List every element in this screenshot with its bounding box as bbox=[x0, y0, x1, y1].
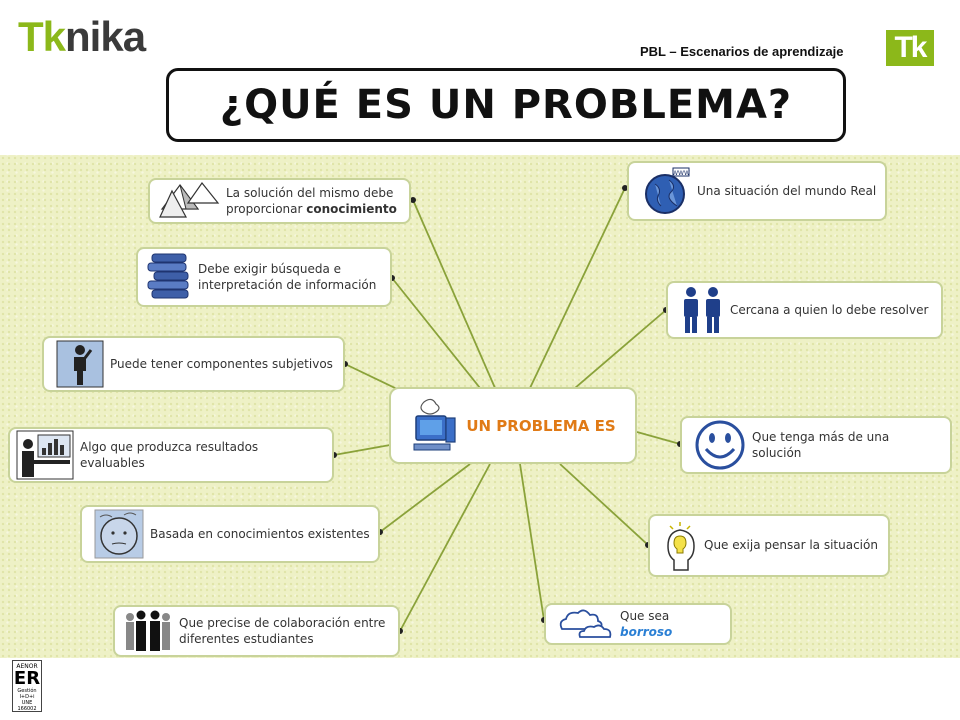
node-evaluables-text: Algo que produzca resultados evaluables bbox=[80, 439, 259, 470]
header-subtitle: PBL – Escenarios de aprendizaje bbox=[640, 44, 844, 59]
link-evaluables bbox=[334, 445, 390, 455]
link-existentes bbox=[380, 464, 470, 532]
node-existentes bbox=[80, 505, 380, 563]
node-borroso-emph: borroso bbox=[620, 625, 673, 639]
cert-mark: ER bbox=[13, 668, 41, 689]
link-borroso bbox=[520, 464, 544, 620]
pyramids-icon bbox=[158, 181, 220, 221]
group-people-icon bbox=[123, 609, 173, 653]
center-node bbox=[389, 387, 637, 464]
link-colaboracion bbox=[400, 464, 490, 631]
books-icon bbox=[146, 250, 192, 304]
node-busqueda-line1: Debe exigir búsqueda e bbox=[198, 261, 341, 276]
node-colaboracion-line2: diferentes estudiantes bbox=[179, 632, 314, 646]
idea-head-icon bbox=[664, 520, 698, 572]
node-borroso-text: Que sea bbox=[620, 608, 670, 623]
node-borroso bbox=[544, 603, 732, 645]
computer-icon bbox=[410, 398, 460, 454]
node-solucion bbox=[680, 416, 952, 474]
node-busqueda-line2: interpretación de información bbox=[198, 278, 377, 292]
cert-sub: Gestión I+D+i bbox=[17, 688, 37, 700]
link-conocimiento bbox=[413, 200, 495, 388]
node-pensar bbox=[648, 514, 890, 577]
node-solucion-text: Que tenga más de una solución bbox=[752, 429, 890, 460]
node-subjetivos bbox=[42, 336, 345, 392]
logo-tk: Tk bbox=[18, 13, 66, 60]
node-mundo bbox=[627, 161, 887, 221]
node-evaluables bbox=[8, 427, 334, 483]
chart-presentation-icon bbox=[16, 430, 74, 480]
node-conocimiento-bold: conocimiento bbox=[306, 202, 397, 216]
node-mundo-text: Una situación del mundo Real bbox=[697, 183, 877, 198]
smiley-icon bbox=[694, 419, 746, 471]
svg-text:WWW: WWW bbox=[672, 170, 690, 177]
node-cercana-text: Cercana a quien lo debe resolver bbox=[730, 302, 929, 317]
center-label: UN PROBLEMA ES bbox=[466, 416, 616, 435]
clouds-icon bbox=[556, 607, 614, 641]
link-busqueda bbox=[392, 278, 480, 388]
node-cercana bbox=[666, 281, 943, 339]
node-existentes-text: Basada en conocimientos existentes bbox=[150, 526, 370, 541]
person-thinking-icon bbox=[56, 340, 104, 388]
thinking-face-icon bbox=[94, 509, 144, 559]
logo-nika: nika bbox=[65, 13, 146, 60]
link-pensar bbox=[560, 464, 648, 545]
node-busqueda bbox=[136, 247, 392, 307]
node-conocimiento-text: La solución del mismo debe proporcionar bbox=[226, 185, 394, 216]
node-colaboracion bbox=[113, 605, 400, 657]
node-colaboracion-line1: Que precise de colaboración entre bbox=[179, 615, 386, 630]
globe-www-icon bbox=[643, 166, 691, 216]
aenor-cert-badge bbox=[12, 660, 42, 712]
cert-top: AENOR bbox=[16, 663, 38, 670]
node-pensar-text: Que exija pensar la situación bbox=[704, 538, 878, 553]
node-conocimiento bbox=[148, 178, 411, 224]
two-people-icon bbox=[680, 285, 724, 335]
tk-badge: Tk bbox=[886, 30, 934, 66]
link-cercana bbox=[575, 310, 666, 388]
node-subjetivos-text: Puede tener componentes subjetivos bbox=[110, 356, 333, 371]
link-solucion bbox=[637, 432, 680, 444]
cert-code: UNE 166002 bbox=[17, 700, 37, 712]
slide-title: ¿QUÉ ES UN PROBLEMA? bbox=[219, 82, 793, 128]
